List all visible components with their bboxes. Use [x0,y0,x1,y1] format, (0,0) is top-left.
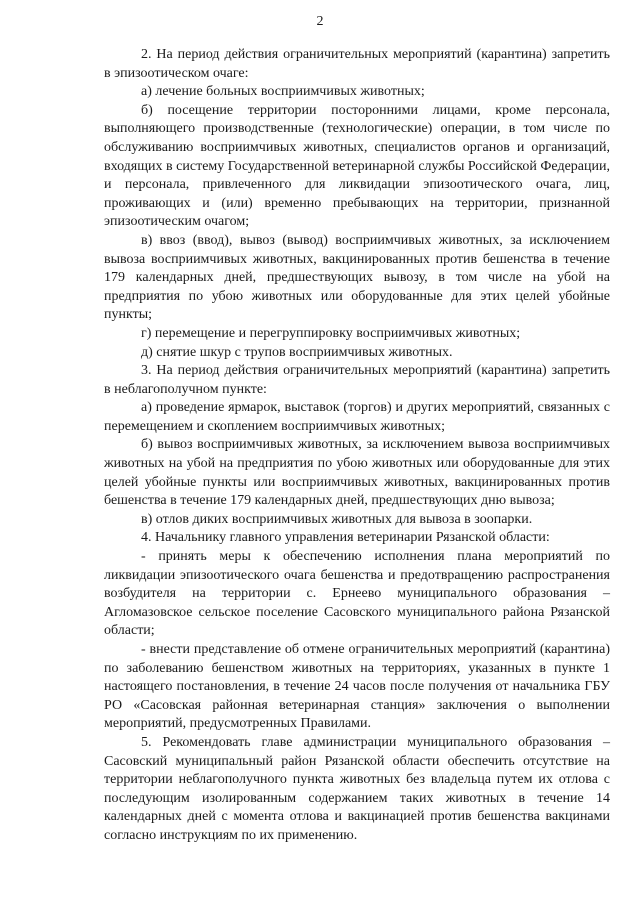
paragraph-3b: б) вывоз восприимчивых животных, за исключением вывоза восприимчивых животных на убой на предприятия по убою животных или оборудованные для этих целей убойные пункты или восприимчивых животных, вакцинированных против бешенства в течение 179 календарных дней, предшествующих дню вывоза; [104,437,610,509]
paragraph-2a: а) лечение больных восприимчивых животных; [141,84,425,100]
paragraph-4-item-1: - принять меры к обеспечению исполнения плана мероприятий по ликвидации эпизоотического очага бешенства и предотвращению распространения возбудителя на территории с. Ернеево муниципального образования – Агломазовское сельское поселение Сасовского муниципального района Рязанской области; [104,549,610,639]
paragraph-2b: б) посещение территории посторонними лицами, кроме персонала, выполняющего производственные (технологические) операции, в том числе по обслуживанию восприимчивых животных, специалистов органов и организаций, входящих в систему Государственной ветеринарной службы Российской Федерации, и персонала, привлеченного для ликвидации эпизоотического очага, лиц, проживающих и (или) временно пребывающих на территории, признанной эпизоотическим очагом; [104,102,610,230]
paragraph-2: 2. На период действия ограничительных мероприятий (карантина) запретить в эпизоотическом очаге: [104,47,610,81]
paragraph-3: 3. На период действия ограничительных мероприятий (карантина) запретить в неблагополучном пункте: [104,363,610,397]
paragraph-4-item-2: - внести представление об отмене ограничительных мероприятий (карантина) по заболеванию бешенством животных на территориях, указанных в пункте 1 настоящего постановления, в течение 24 часов после получения от начальника ГБУ РО «Сасовская районная ветеринарная станция» заключения о выполнении мероприятий, предусмотренных Правилами. [104,642,610,732]
paragraph-5: 5. Рекомендовать главе администрации муниципального образования – Сасовский муниципальный район Рязанской области обеспечить отсутствие на территории неблагополучного пункта животных без владельца путем их отлова с последующим изолированным содержанием таких животных в течение 14 календарных дней с момента отлова и вакцинацией против бешенства вакцинами согласно инструкциям по их применению. [104,734,610,843]
paragraph-3a: а) проведение ярмарок, выставок (торгов) и других мероприятий, связанных с перемещением и скоплением восприимчивых животных; [104,400,610,434]
paragraph-3v: в) отлов диких восприимчивых животных для вывоза в зоопарки. [141,511,533,527]
paragraph-2g: г) перемещение и перегруппировку восприимчивых животных; [141,325,521,341]
page-number: 2 [316,14,324,29]
paragraph-4: 4. Начальнику главного управления ветеринарии Рязанской области: [141,530,550,546]
paragraph-2d: д) снятие шкур с трупов восприимчивых животных. [141,344,453,360]
paragraph-2v: в) ввоз (ввод), вывоз (вывод) восприимчивых животных, за исключением вывоза восприимчивых животных, вакцинированных против бешенства в течение 179 календарных дней, предшествующих вывозу, в том числе на убой на предприятия по убою животных или оборудованные для этих целей убойные пункты; [104,232,610,323]
document-body [104,46,610,846]
